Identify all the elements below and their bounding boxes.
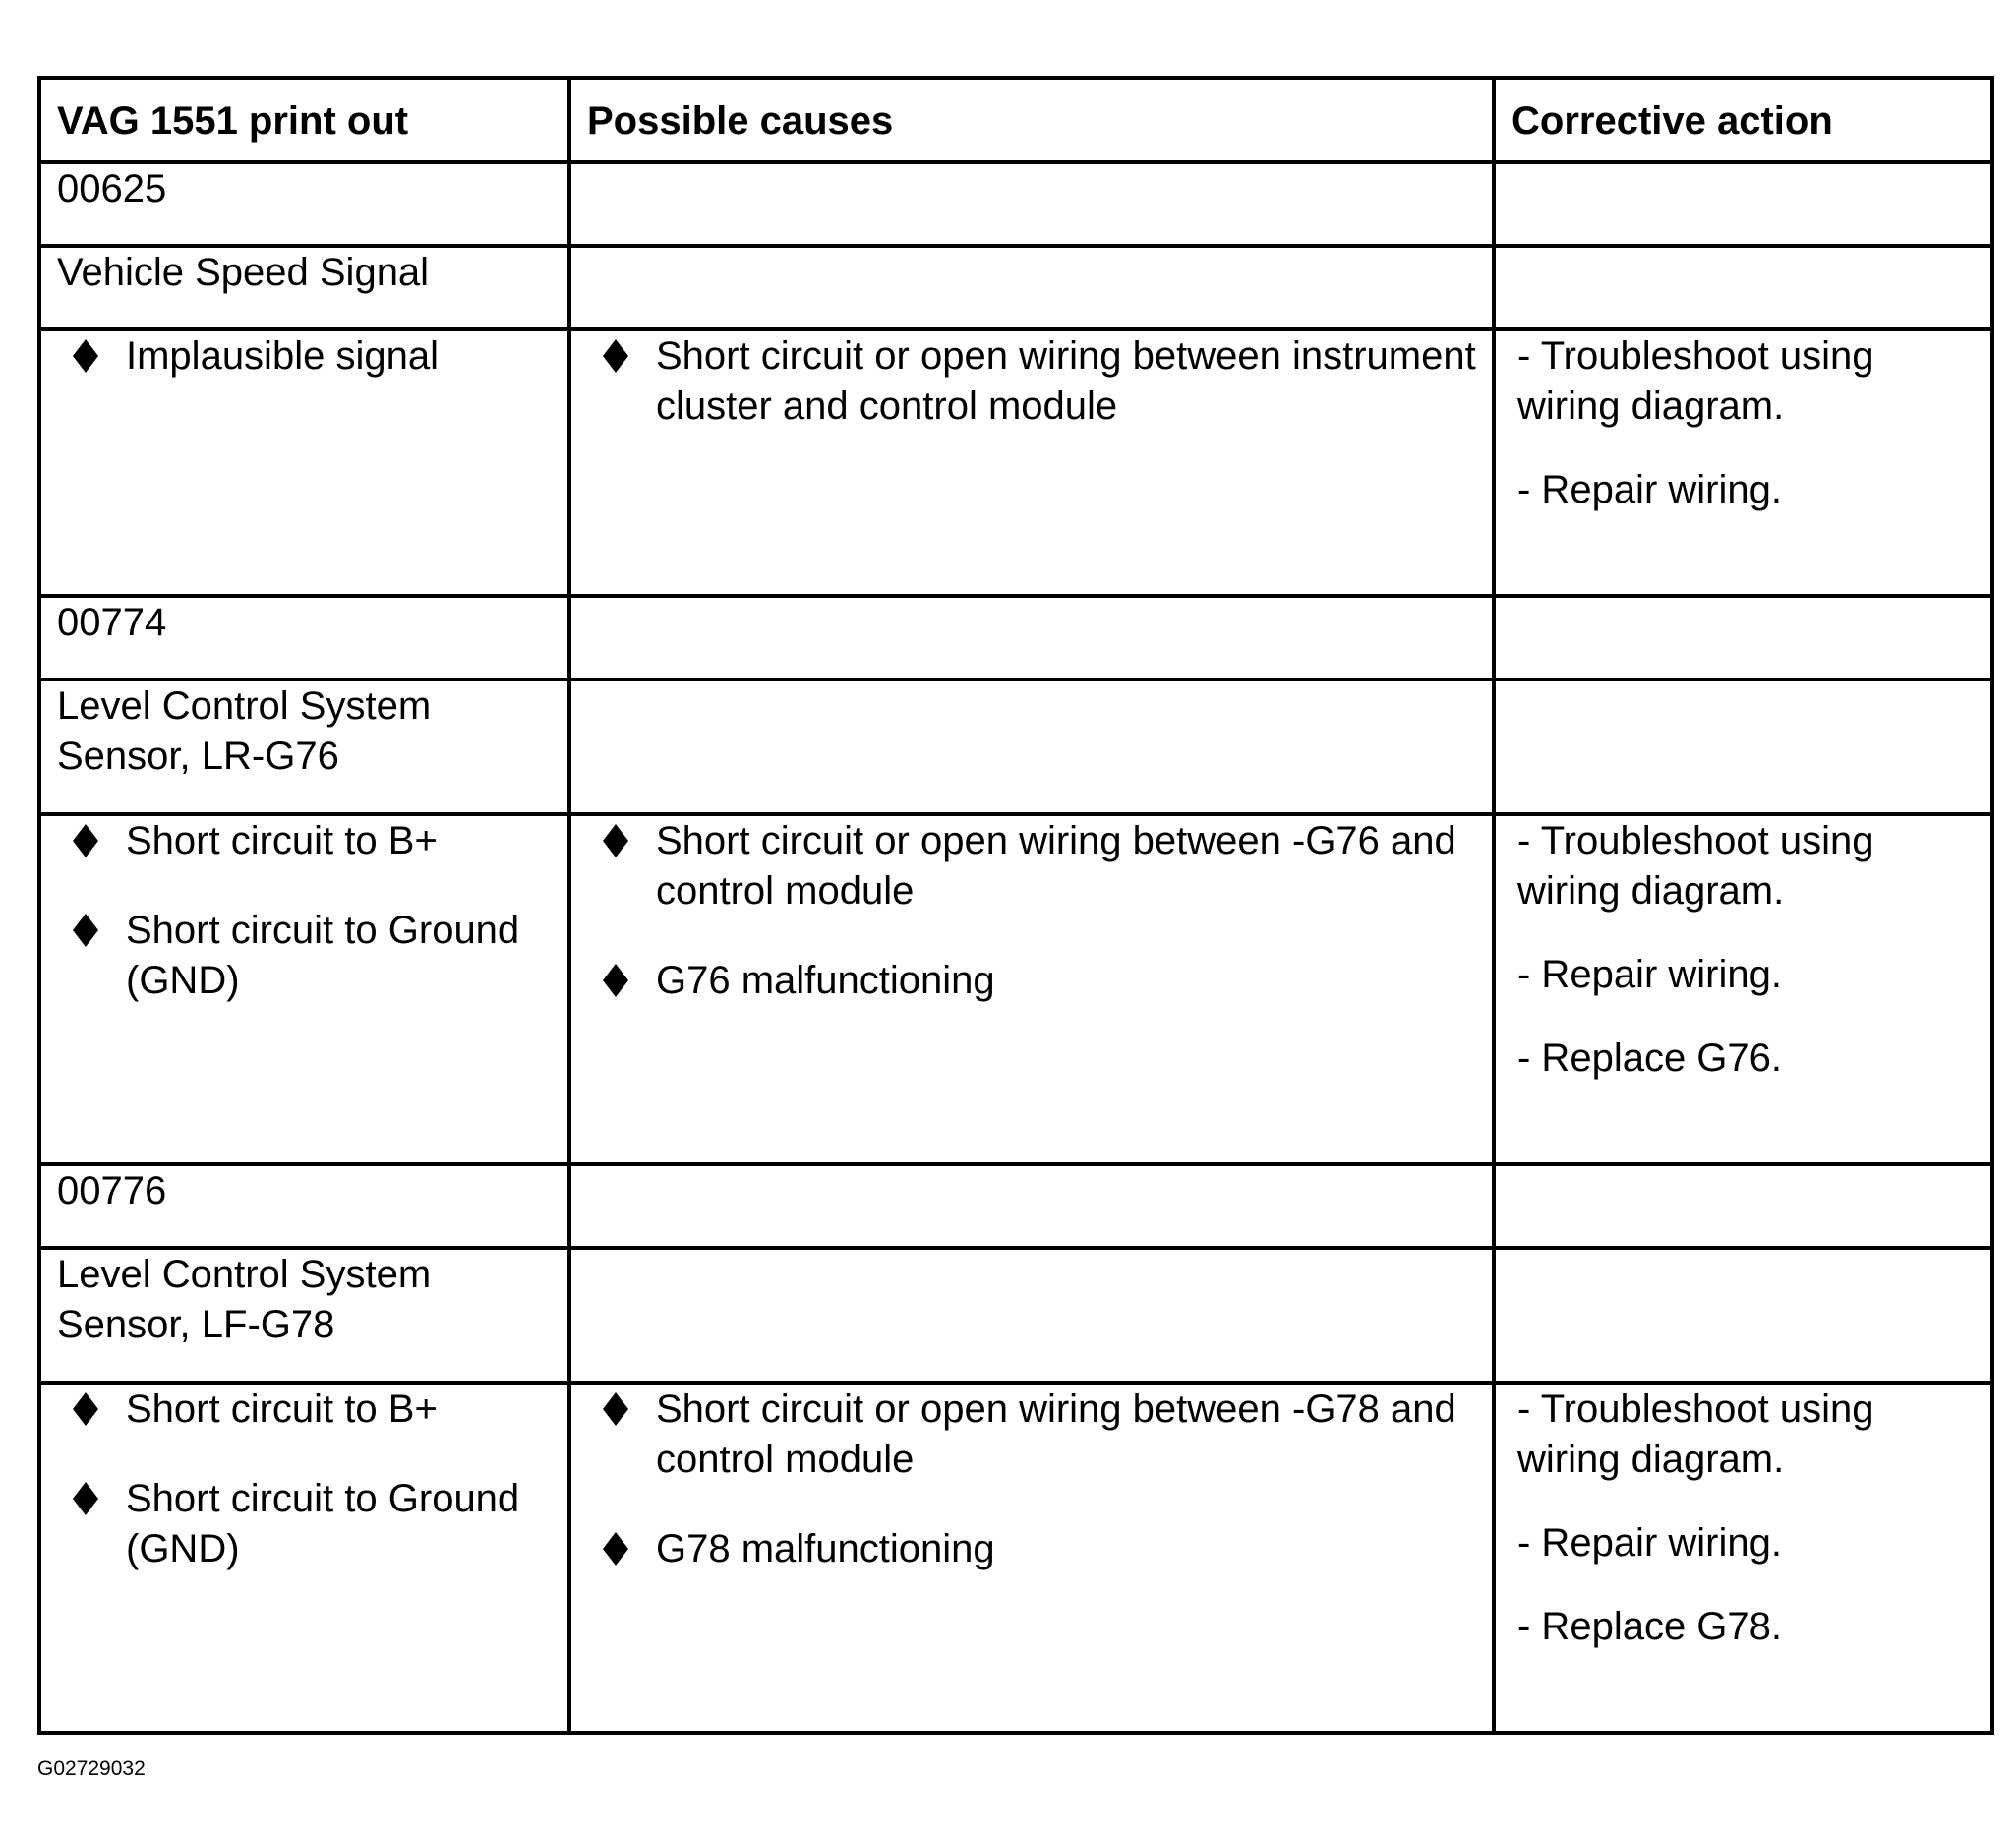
table-row	[39, 329, 1992, 596]
empty-cell	[1494, 162, 1992, 246]
diamond-bullet-icon	[601, 823, 630, 858]
action-text: - Repair wiring.	[1517, 468, 1782, 511]
empty-cell	[1494, 1164, 1992, 1248]
cause-text: G76 malfunctioning	[656, 959, 995, 1002]
action-text: - Replace G78.	[1517, 1605, 1783, 1648]
action-text: - Replace G76.	[1517, 1036, 1783, 1080]
header-row	[39, 78, 1992, 162]
empty-cell	[1494, 596, 1992, 680]
empty-cell	[569, 1164, 1494, 1248]
causes-cell	[569, 329, 1494, 596]
diamond-bullet-icon	[71, 1391, 100, 1427]
causes-cell	[569, 814, 1494, 1164]
list-item	[587, 331, 1476, 432]
diamond-bullet-icon	[601, 1391, 630, 1427]
list-item	[587, 956, 1476, 1006]
empty-cell	[569, 596, 1494, 680]
list-item	[587, 1524, 1476, 1574]
diamond-bullet-icon	[71, 338, 100, 374]
list-item	[587, 816, 1476, 916]
actions-cell	[1494, 329, 1992, 596]
fault-title: Level Control System Sensor, LR-G76	[39, 680, 569, 814]
cause-text: Short circuit or open wiring between instrument cluster and control module	[656, 334, 1476, 428]
actions-list	[1512, 1385, 1975, 1652]
list-item	[57, 906, 552, 1006]
empty-cell	[569, 680, 1494, 814]
list-item	[587, 1385, 1476, 1485]
actions-cell	[1494, 814, 1992, 1164]
table-row	[39, 246, 1992, 329]
list-item	[57, 1474, 552, 1574]
conditions-cell	[39, 1383, 569, 1733]
fault-code: 00776	[39, 1164, 569, 1248]
cause-text: G78 malfunctioning	[656, 1527, 995, 1570]
list-item	[57, 816, 552, 866]
action-text: - Troubleshoot using wiring diagram.	[1517, 334, 1874, 428]
actions-list	[1512, 331, 1975, 515]
list-item	[57, 331, 552, 382]
diamond-bullet-icon	[71, 1481, 100, 1516]
diamond-bullet-icon	[71, 823, 100, 858]
empty-cell	[569, 1248, 1494, 1383]
table-row	[39, 1164, 1992, 1248]
table-row	[39, 1248, 1992, 1383]
causes-list	[587, 1385, 1476, 1574]
table-row	[39, 1383, 1992, 1733]
condition-text: Short circuit to Ground (GND)	[126, 909, 520, 1002]
diagnostic-table	[37, 76, 1994, 1735]
fault-title: Level Control System Sensor, LF-G78	[39, 1248, 569, 1383]
condition-text: Short circuit to B+	[126, 819, 438, 862]
fault-title: Vehicle Speed Signal	[39, 246, 569, 329]
diamond-bullet-icon	[71, 913, 100, 948]
cause-text: Short circuit or open wiring between -G78 and control module	[656, 1388, 1456, 1481]
header-corrective-action: Corrective action	[1494, 78, 1992, 162]
cause-text: Short circuit or open wiring between -G76 and control module	[656, 819, 1456, 913]
diamond-bullet-icon	[601, 1531, 630, 1567]
action-text: - Repair wiring.	[1517, 1521, 1782, 1565]
actions-list	[1512, 816, 1975, 1084]
conditions-cell	[39, 329, 569, 596]
conditions-cell	[39, 814, 569, 1164]
causes-list	[587, 331, 1476, 432]
table-row	[39, 596, 1992, 680]
action-text: - Repair wiring.	[1517, 953, 1782, 996]
condition-text: Implausible signal	[126, 334, 439, 378]
empty-cell	[569, 246, 1494, 329]
table-row	[39, 680, 1992, 814]
header-printout: VAG 1551 print out	[39, 78, 569, 162]
conditions-list	[57, 816, 552, 1006]
fault-code: 00774	[39, 596, 569, 680]
conditions-list	[57, 1385, 552, 1574]
diamond-bullet-icon	[601, 338, 630, 374]
empty-cell	[1494, 1248, 1992, 1383]
list-item	[57, 1385, 552, 1435]
header-possible-causes: Possible causes	[569, 78, 1494, 162]
table-row	[39, 814, 1992, 1164]
table-row	[39, 162, 1992, 246]
condition-text: Short circuit to B+	[126, 1388, 438, 1431]
causes-list	[587, 816, 1476, 1006]
empty-cell	[1494, 246, 1992, 329]
conditions-list	[57, 331, 552, 382]
figure-id: G02729032	[37, 1757, 146, 1780]
actions-cell	[1494, 1383, 1992, 1733]
empty-cell	[1494, 680, 1992, 814]
fault-code: 00625	[39, 162, 569, 246]
empty-cell	[569, 162, 1494, 246]
condition-text: Short circuit to Ground (GND)	[126, 1477, 520, 1570]
causes-cell	[569, 1383, 1494, 1733]
action-text: - Troubleshoot using wiring diagram.	[1517, 1388, 1874, 1481]
diamond-bullet-icon	[601, 963, 630, 998]
action-text: - Troubleshoot using wiring diagram.	[1517, 819, 1874, 913]
